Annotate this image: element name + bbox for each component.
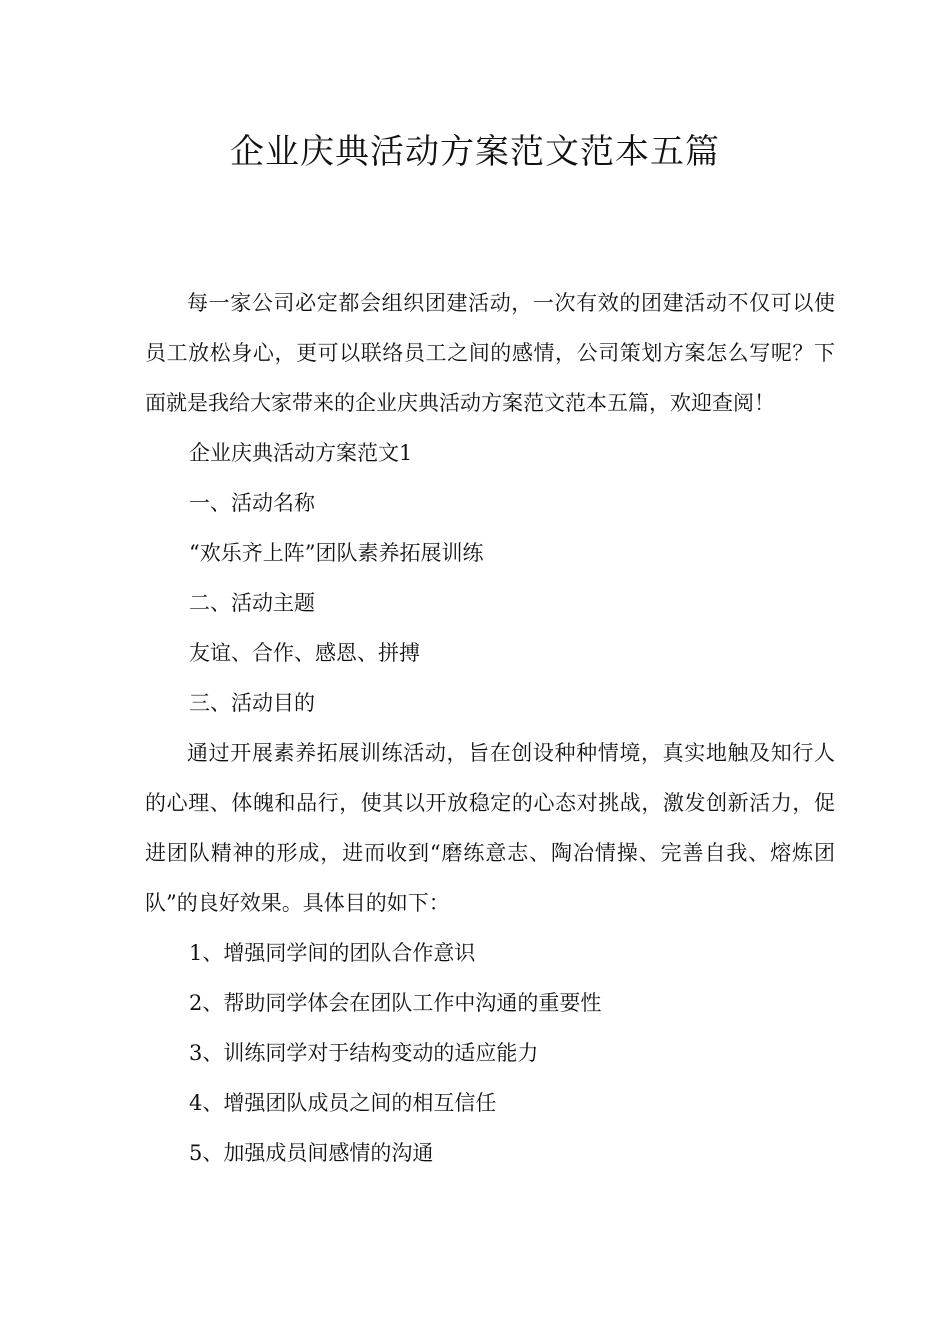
section-heading-theme: 二、活动主题 xyxy=(189,591,315,615)
goal-item: 4、增强团队成员之间的相互信任 xyxy=(189,1091,497,1115)
goal-item: 1、增强同学间的团队合作意识 xyxy=(189,941,476,965)
activity-name: “欢乐齐上阵”团队素养拓展训练 xyxy=(189,541,484,565)
document-body xyxy=(145,278,835,1178)
section-heading-purpose: 三、活动目的 xyxy=(189,691,315,715)
goal-item: 2、帮助同学体会在团队工作中沟通的重要性 xyxy=(189,991,602,1015)
activity-theme: 友谊、合作、感恩、拼搏 xyxy=(189,641,420,665)
goal-item: 3、训练同学对于结构变动的适应能力 xyxy=(189,1041,539,1065)
intro-paragraph: 每一家公司必定都会组织团建活动，一次有效的团建活动不仅可以使员工放松身心，更可以联络员工之间的感情，公司策划方案怎么写呢？下面就是我给大家带来的企业庆典活动方案范文范本五篇，欢迎查阅！ xyxy=(145,291,835,415)
document-title: 企业庆典活动方案范文范本五篇 xyxy=(230,132,720,172)
goal-item: 5、加强成员间感情的沟通 xyxy=(189,1141,434,1165)
section-heading-name: 一、活动名称 xyxy=(189,491,315,515)
purpose-paragraph: 通过开展素养拓展训练活动，旨在创设种种情境，真实地触及知行人的心理、体魄和品行，使其以开放稳定的心态对挑战，激发创新活力，促进团队精神的形成，进而收到“磨练意志、陶冶情操、完善自我、熔炼团队”的良好效果。具体目的如下： xyxy=(145,741,835,915)
sample-subtitle: 企业庆典活动方案范文1 xyxy=(189,441,413,465)
